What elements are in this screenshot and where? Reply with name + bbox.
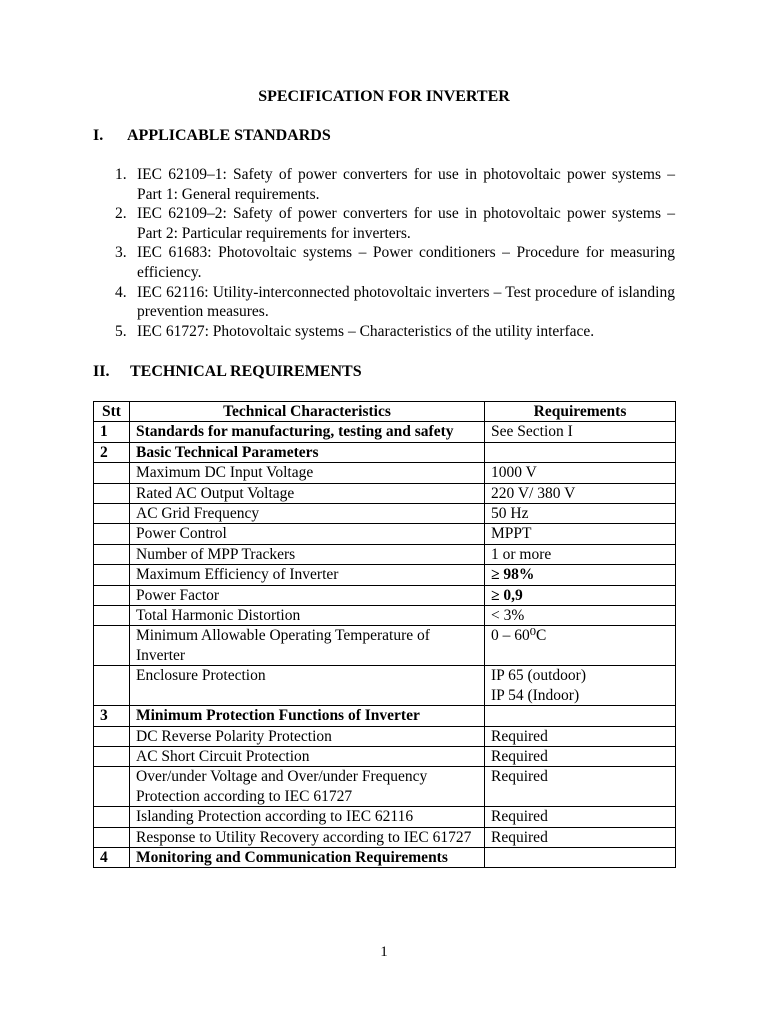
characteristic-cell: Number of MPP Trackers bbox=[130, 544, 485, 564]
requirement-cell bbox=[485, 442, 676, 462]
stt-cell: 1 bbox=[94, 422, 130, 442]
section-2-title: TECHNICAL REQUIREMENTS bbox=[130, 363, 362, 380]
list-item-number: 1. bbox=[115, 166, 127, 183]
stt-cell bbox=[94, 746, 130, 766]
requirement-cell: Required bbox=[485, 746, 676, 766]
characteristic-cell: DC Reverse Polarity Protection bbox=[130, 726, 485, 746]
characteristic-cell: Enclosure Protection bbox=[130, 666, 485, 706]
list-item-text: IEC 61683: Photovoltaic systems – Power conditioners – Procedure for measuring efficiency. bbox=[137, 244, 675, 281]
page-title: SPECIFICATION FOR INVERTER bbox=[258, 88, 510, 105]
list-item-text: IEC 62109–2: Safety of power converters for use in photovoltaic power systems – Part 2: Particular requirements for inverters. bbox=[137, 205, 675, 242]
standards-list bbox=[115, 165, 675, 341]
stt-cell bbox=[94, 565, 130, 585]
table-row bbox=[94, 422, 676, 442]
table-row bbox=[94, 807, 676, 827]
requirement-cell: Required bbox=[485, 827, 676, 847]
requirement-cell: 1 or more bbox=[485, 544, 676, 564]
list-item bbox=[115, 165, 675, 204]
section-2-number: II. bbox=[93, 363, 110, 380]
list-item bbox=[115, 204, 675, 243]
table-row bbox=[94, 463, 676, 483]
requirement-cell: 0 – 60⁰C bbox=[485, 626, 676, 666]
characteristic-cell: Monitoring and Communication Requirements bbox=[130, 847, 485, 867]
section-2-heading bbox=[93, 363, 362, 381]
table-row bbox=[94, 706, 676, 726]
stt-cell: 2 bbox=[94, 442, 130, 462]
section-1-heading bbox=[93, 127, 331, 145]
characteristic-cell: Power Factor bbox=[130, 585, 485, 605]
table-row bbox=[94, 767, 676, 807]
requirement-line: IP 54 (Indoor) bbox=[491, 686, 580, 704]
table-row bbox=[94, 565, 676, 585]
list-item bbox=[115, 322, 675, 342]
list-item-number: 3. bbox=[115, 244, 127, 262]
requirement-cell bbox=[485, 706, 676, 726]
requirement-cell: Required bbox=[485, 807, 676, 827]
list-item-text: IEC 62116: Utility-interconnected photovoltaic inverters – Test procedure of islanding prevention measures. bbox=[137, 283, 675, 321]
table-row bbox=[94, 746, 676, 766]
stt-cell bbox=[94, 524, 130, 544]
requirement-cell: 1000 V bbox=[485, 463, 676, 483]
characteristic-cell: AC Short Circuit Protection bbox=[130, 746, 485, 766]
stt-cell bbox=[94, 626, 130, 666]
table-row bbox=[94, 606, 676, 626]
stt-cell bbox=[94, 463, 130, 483]
characteristic-cell: Minimum Allowable Operating Temperature of Inverter bbox=[130, 626, 485, 666]
column-header-stt: Stt bbox=[94, 402, 130, 422]
list-item bbox=[115, 243, 675, 282]
characteristic-cell: Maximum DC Input Voltage bbox=[130, 463, 485, 483]
requirement-cell: MPPT bbox=[485, 524, 676, 544]
table-row bbox=[94, 483, 676, 503]
characteristic-cell: Rated AC Output Voltage bbox=[130, 483, 485, 503]
characteristic-cell: Response to Utility Recovery according to IEC 61727 bbox=[130, 827, 485, 847]
stt-cell bbox=[94, 767, 130, 807]
stt-cell bbox=[94, 827, 130, 847]
table-row bbox=[94, 504, 676, 524]
requirement-cell bbox=[485, 847, 676, 867]
requirement-cell: 220 V/ 380 V bbox=[485, 483, 676, 503]
stt-cell bbox=[94, 544, 130, 564]
requirement-cell: Required bbox=[485, 767, 676, 807]
stt-cell bbox=[94, 666, 130, 706]
requirement-cell: 50 Hz bbox=[485, 504, 676, 524]
characteristic-cell: Standards for manufacturing, testing and safety bbox=[130, 422, 485, 442]
characteristic-cell: Islanding Protection according to IEC 62116 bbox=[130, 807, 485, 827]
stt-cell bbox=[94, 504, 130, 524]
list-item bbox=[115, 283, 675, 322]
list-item-number: 5. bbox=[115, 322, 127, 340]
stt-cell: 3 bbox=[94, 706, 130, 726]
list-item-text: IEC 62109–1: Safety of power converters for use in photovoltaic power systems – Part 1: General requirements. bbox=[137, 166, 675, 203]
stt-cell bbox=[94, 606, 130, 626]
stt-cell bbox=[94, 807, 130, 827]
page-number: 1 bbox=[380, 944, 388, 960]
requirement-cell: ≥ 0,9 bbox=[485, 585, 676, 605]
column-header-requirements: Requirements bbox=[485, 402, 676, 422]
table-row bbox=[94, 827, 676, 847]
requirement-cell: Required bbox=[485, 726, 676, 746]
table-row bbox=[94, 585, 676, 605]
characteristic-cell: Basic Technical Parameters bbox=[130, 442, 485, 462]
stt-cell bbox=[94, 483, 130, 503]
table-row bbox=[94, 544, 676, 564]
stt-cell bbox=[94, 726, 130, 746]
characteristic-cell: Power Control bbox=[130, 524, 485, 544]
characteristic-cell: Minimum Protection Functions of Inverter bbox=[130, 706, 485, 726]
table-row bbox=[94, 626, 676, 666]
list-item-number: 2. bbox=[115, 205, 127, 223]
characteristic-cell: Maximum Efficiency of Inverter bbox=[130, 565, 485, 585]
list-item-number: 4. bbox=[115, 283, 127, 301]
list-item-text: IEC 61727: Photovoltaic systems – Characteristics of the utility interface. bbox=[137, 322, 595, 340]
characteristic-cell: AC Grid Frequency bbox=[130, 504, 485, 524]
section-1-number: I. bbox=[93, 127, 104, 144]
requirement-cell: See Section I bbox=[485, 422, 676, 442]
requirement-cell: < 3% bbox=[485, 606, 676, 626]
requirement-line: IP 65 (outdoor) bbox=[491, 667, 586, 685]
table-row bbox=[94, 726, 676, 746]
characteristic-cell: Total Harmonic Distortion bbox=[130, 606, 485, 626]
requirement-cell bbox=[485, 666, 676, 706]
stt-cell bbox=[94, 585, 130, 605]
table-row bbox=[94, 524, 676, 544]
stt-cell: 4 bbox=[94, 847, 130, 867]
table-row bbox=[94, 442, 676, 462]
table-row bbox=[94, 847, 676, 867]
technical-requirements-table bbox=[93, 401, 676, 868]
section-1-title: APPLICABLE STANDARDS bbox=[127, 127, 331, 144]
requirement-cell: ≥ 98% bbox=[485, 565, 676, 585]
table-row bbox=[94, 666, 676, 706]
column-header-characteristics: Technical Characteristics bbox=[130, 402, 485, 422]
table-header-row bbox=[94, 402, 676, 422]
characteristic-cell: Over/under Voltage and Over/under Frequency Protection according to IEC 61727 bbox=[130, 767, 485, 807]
